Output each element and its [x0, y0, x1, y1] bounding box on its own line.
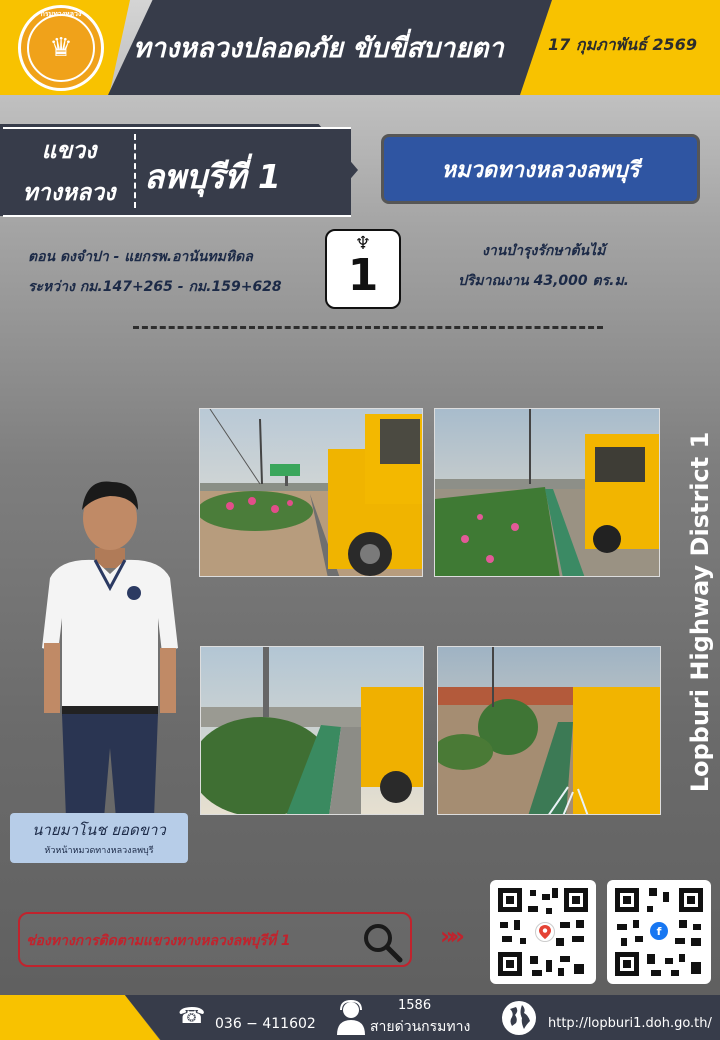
hotline-label: สายด่วนกรมทาง — [370, 1019, 471, 1035]
route-segment: ตอน ดงจำปา - แยกรพ.อานันทมหิดล — [28, 249, 253, 265]
route-range: ระหว่าง กม.147+265 - กม.159+628 — [28, 279, 282, 295]
garuda-icon: ♆ — [354, 233, 372, 254]
call-center-icon — [334, 999, 368, 1035]
phone-number[interactable]: 036 − 411602 — [215, 1016, 316, 1032]
search-icon[interactable] — [360, 920, 404, 964]
district-word — [10, 130, 128, 214]
work-photo-4 — [437, 646, 661, 815]
district-word-line1: แขวง — [41, 138, 97, 164]
facebook-icon: f — [650, 922, 668, 940]
person-photo — [30, 478, 190, 818]
route-number: 1 — [347, 250, 379, 301]
website-link[interactable]: http://lopburi1.doh.go.th/ — [548, 1016, 712, 1031]
follow-channel-label: ช่องทางการติดตามแขวงทางหลวงลพบุรีที่ 1 — [26, 933, 291, 949]
person-role: หัวหน้าหมวดทางหลวงลพบุรี — [44, 846, 154, 856]
work-photo-1 — [199, 408, 423, 577]
badge-divider — [134, 134, 136, 208]
dashed-divider — [133, 326, 603, 329]
work-photo-2 — [434, 408, 660, 577]
work-quantity: ปริมาณงาน 43,000 ตร.ม. — [458, 273, 630, 289]
district-word-line2: ทางหลวง — [22, 180, 116, 206]
page-title: ทางหลวงปลอดภัย ขับขี่สบายตา — [133, 33, 504, 64]
logo-text: กรมทางหลวง — [40, 10, 82, 18]
globe-icon — [500, 999, 538, 1037]
phone-icon: ☎ — [178, 1004, 206, 1029]
office-label: หมวดทางหลวงลพบุรี — [381, 134, 700, 204]
logo-emblem-icon: ♛ — [49, 33, 73, 63]
work-photo-3 — [200, 646, 424, 815]
report-date: 17 กุมภาพันธ์ 2569 — [548, 35, 697, 54]
hotline-number[interactable]: 1586 — [398, 998, 432, 1013]
side-district-text: Lopburi Highway District 1 — [686, 431, 714, 793]
work-description: งานบำรุงรักษาต้นไม้ — [482, 243, 606, 259]
district-name: ลพบุรีที่ 1 — [144, 157, 281, 196]
person-name: นายมาโนช ยอดขาว — [32, 821, 166, 839]
map-pin-icon — [535, 922, 555, 942]
chevron-right-icon: »» — [440, 922, 460, 950]
